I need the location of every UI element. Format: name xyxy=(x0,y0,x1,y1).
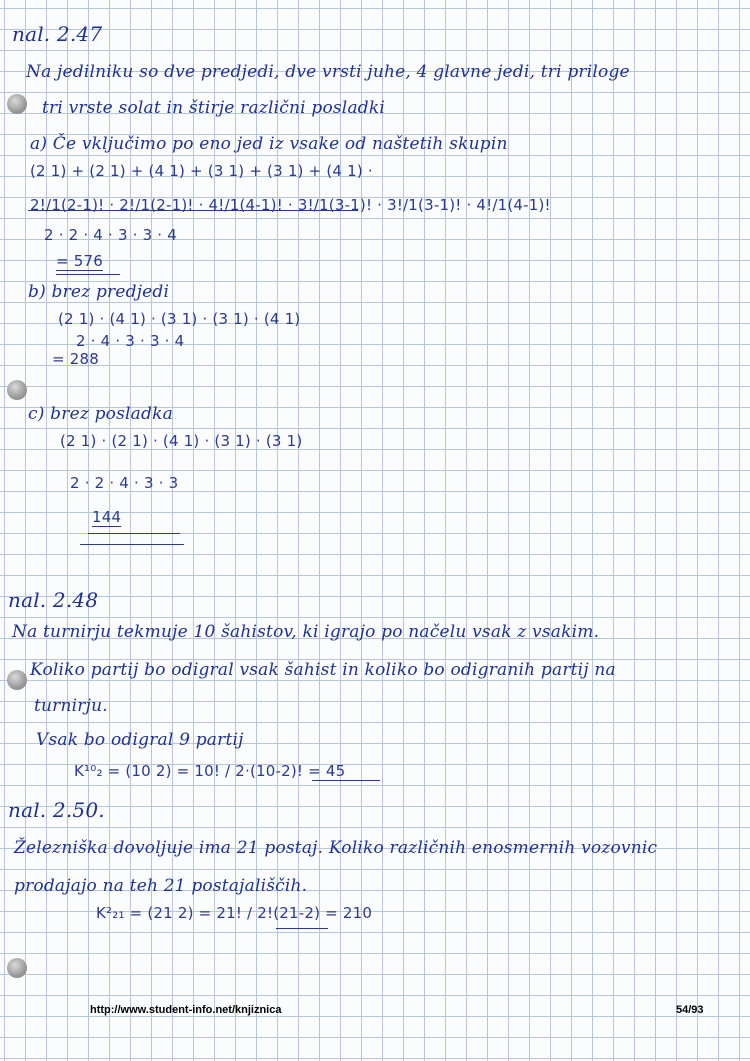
footer-url[interactable]: http://www.student-info.net/knjiznica xyxy=(90,1004,282,1016)
handwritten-line-fb3: = 288 xyxy=(52,350,99,368)
binder-hole xyxy=(7,958,27,978)
handwritten-line-q1: Na turnirju tekmuje 10 šahistov, ki igrajo po načelu vsak z vsakim. xyxy=(12,622,600,642)
handwritten-line-p2: tri vrste solat in štirje različni posladki xyxy=(42,98,385,118)
handwritten-line-q3: turnirju. xyxy=(34,696,108,716)
underline-rule xyxy=(80,544,184,545)
handwritten-line-q4: Vsak bo odigral 9 partij xyxy=(36,730,244,750)
handwritten-line-fa2: 2!/1(2-1)! · 2!/1(2-1)! · 4!/1(4-1)! · 3!/1(3-1)! · 3!/1(3-1)! · 4!/1(4-1)! xyxy=(30,196,551,214)
handwritten-line-fc1: (2 1) · (2 1) · (4 1) · (3 1) · (3 1) xyxy=(60,432,303,450)
underline-rule xyxy=(56,274,120,275)
handwritten-line-fr: K²₂₁ = (21 2) = 21! / 2!(21-2) = 210 xyxy=(96,904,373,922)
binder-hole xyxy=(7,380,27,400)
binder-hole xyxy=(7,94,27,114)
underline-rule xyxy=(276,928,328,929)
handwritten-line-p1: Na jedilniku so dve predjedi, dve vrsti juhe, 4 glavne jedi, tri priloge xyxy=(26,62,630,82)
underline-rule xyxy=(312,780,380,781)
handwritten-line-pa: a) Če vključimo po eno jed iz vsake od naštetih skupin xyxy=(30,134,508,154)
handwritten-line-r2: prodajajo na teh 21 postajališčih. xyxy=(14,876,308,896)
handwritten-line-fa3: 2 · 2 · 4 · 3 · 3 · 4 xyxy=(44,226,177,244)
binder-hole xyxy=(7,670,27,690)
handwritten-line-n250: nal. 2.50. xyxy=(8,798,105,822)
page-number: 54/93 xyxy=(676,1004,704,1016)
handwritten-line-fq: K¹⁰₂ = (10 2) = 10! / 2·(10-2)! = 45 xyxy=(74,762,346,780)
handwritten-line-fb1: (2 1) · (4 1) · (3 1) · (3 1) · (4 1) xyxy=(58,310,301,328)
handwritten-line-fc2: 2 · 2 · 4 · 3 · 3 xyxy=(70,474,179,492)
handwritten-line-fa4: = 576 xyxy=(56,252,103,270)
underline-rule xyxy=(88,533,180,534)
handwritten-line-q2: Koliko partij bo odigral vsak šahist in koliko bo odigranih partij na xyxy=(30,660,616,680)
handwritten-line-pc: c) brez posladka xyxy=(28,404,173,424)
handwritten-line-fa1: (2 1) + (2 1) + (4 1) + (3 1) + (3 1) + (4 1) · xyxy=(30,162,373,180)
handwritten-line-fc3: 144 xyxy=(92,508,122,526)
handwritten-line-pb: b) brez predjedi xyxy=(28,282,170,302)
handwritten-line-fb2: 2 · 4 · 3 · 3 · 4 xyxy=(76,332,185,350)
handwritten-line-r1: Železniška dovoljuje ima 21 postaj. Koliko različnih enosmernih vozovnic xyxy=(14,838,658,858)
handwritten-line-n247: nal. 2.47 xyxy=(12,22,103,46)
handwritten-line-n248: nal. 2.48 xyxy=(8,588,99,612)
